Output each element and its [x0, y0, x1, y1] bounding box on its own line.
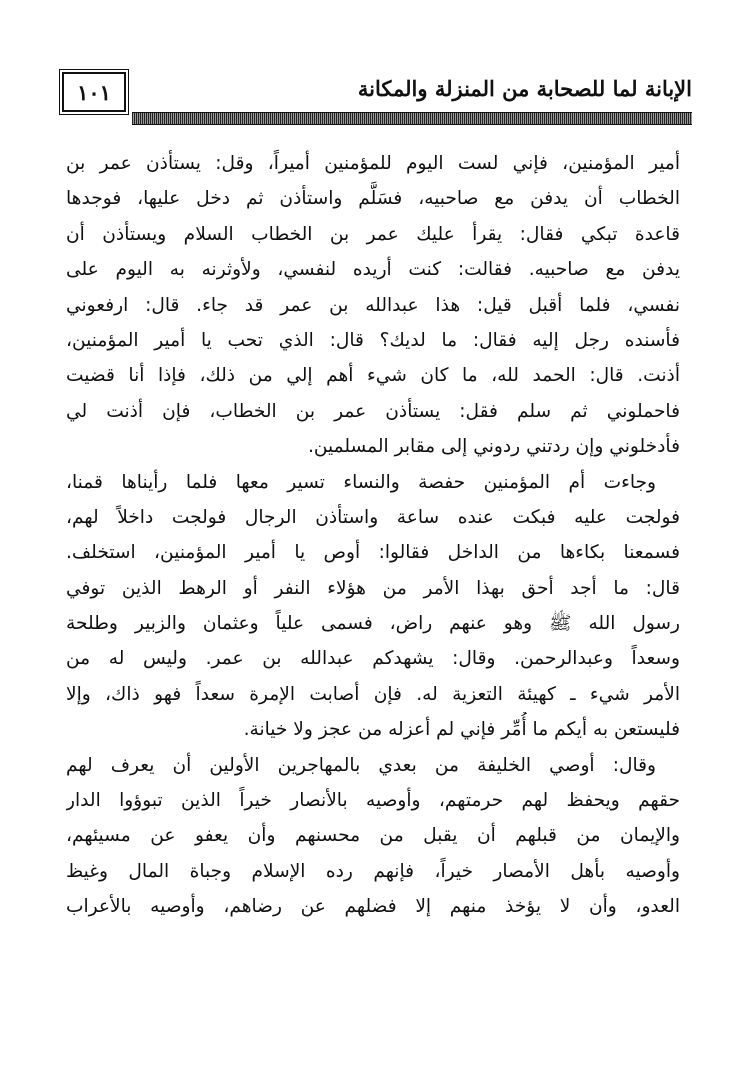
- page-number: ١٠١: [62, 72, 126, 112]
- text-line: فأدخلوني وإن ردتني ردوني إلى مقابر المسلمين.: [307, 436, 680, 458]
- text-line: الخطاب أن يدفن مع صاحبيه، فسَلَّم واستأذن ثم دخل عليها، فوجدها: [66, 188, 680, 210]
- header-rule: [132, 112, 692, 125]
- text-line: يدفن مع صاحبيه. فقالت: كنت أريده لنفسي، ولأوثرنه به اليوم على: [66, 259, 680, 281]
- text-line: فأسنده رجل إليه فقال: ما لديك؟ قال: الذي تحب يا أمير المؤمنين،: [66, 329, 680, 351]
- text-line: وجاءت أم المؤمنين حفصة والنساء تسير معها فلما رأيناها قمنا،: [66, 471, 656, 493]
- page-header: [62, 72, 692, 124]
- text-line: والإيمان من قبلهم أن يقبل من محسنهم وأن يعفو عن مسيئهم،: [66, 825, 680, 847]
- text-line: فسمعنا بكاءها من الداخل فقالوا: أوص يا أمير المؤمنين، استخلف.: [66, 542, 680, 564]
- text-line: الأمر شيء ـ كهيئة التعزية له. فإن أصابت الإمرة سعداً فهو ذاك، وإلا: [66, 683, 680, 705]
- text-line: قال: ما أجد أحق بهذا الأمر من هؤلاء النفر أو الرهط الذين توفي: [66, 577, 680, 599]
- text-line: نفسي، فلما أقبل قيل: هذا عبدالله بن عمر قد جاء. قال: ارفعوني: [66, 294, 680, 316]
- text-line: العدو، وأن لا يؤخذ منهم إلا فضلهم عن رضاهم، وأوصيه بالأعراب: [66, 896, 680, 918]
- text-line: فاحملوني ثم سلم فقل: يستأذن عمر بن الخطاب، فإن أذنت لي: [66, 400, 680, 422]
- text-line: وسعداً وعبدالرحمن. وقال: يشهدكم عبدالله بن عمر. وليس له من: [66, 648, 680, 670]
- text-line: وأوصيه بأهل الأمصار خيراً، فإنهم رده الإسلام وجباة المال وغيظ: [66, 860, 680, 882]
- text-line: أمير المؤمنين، فإني لست اليوم للمؤمنين أميراً، وقل: يستأذن عمر بن: [66, 153, 680, 174]
- text-line: قاعدة تبكي فقال: يقرأ عليك عمر بن الخطاب السلام ويستأذن أن: [66, 223, 680, 245]
- text-line: وقال: أوصي الخليفة من بعدي بالمهاجرين الأولين أن يعرف لهم: [66, 754, 656, 776]
- text-line: فولجت عليه فبكت عنده ساعة واستأذن الرجال فولجت داخلاً لهم،: [66, 506, 680, 528]
- text-line: رسول الله ﷺ وهو عنهم راض، فسمى علياً وعثمان والزبير وطلحة: [66, 613, 680, 635]
- text-line: أذنت. قال: الحمد لله، ما كان شيء أهم إلي من ذلك، فإذا أنا قضيت: [66, 365, 680, 387]
- body-text: [66, 146, 680, 925]
- text-line: حقهم ويحفظ لهم حرمتهم، وأوصيه بالأنصار خيراً الذين تبوؤوا الدار: [66, 790, 680, 812]
- text-line: فليستعن به أيكم ما أُمِّر فإني لم أعزله من عجز ولا خيانة.: [243, 719, 680, 741]
- running-title: الإبانة لما للصحابة من المنزلة والمكانة: [357, 76, 692, 101]
